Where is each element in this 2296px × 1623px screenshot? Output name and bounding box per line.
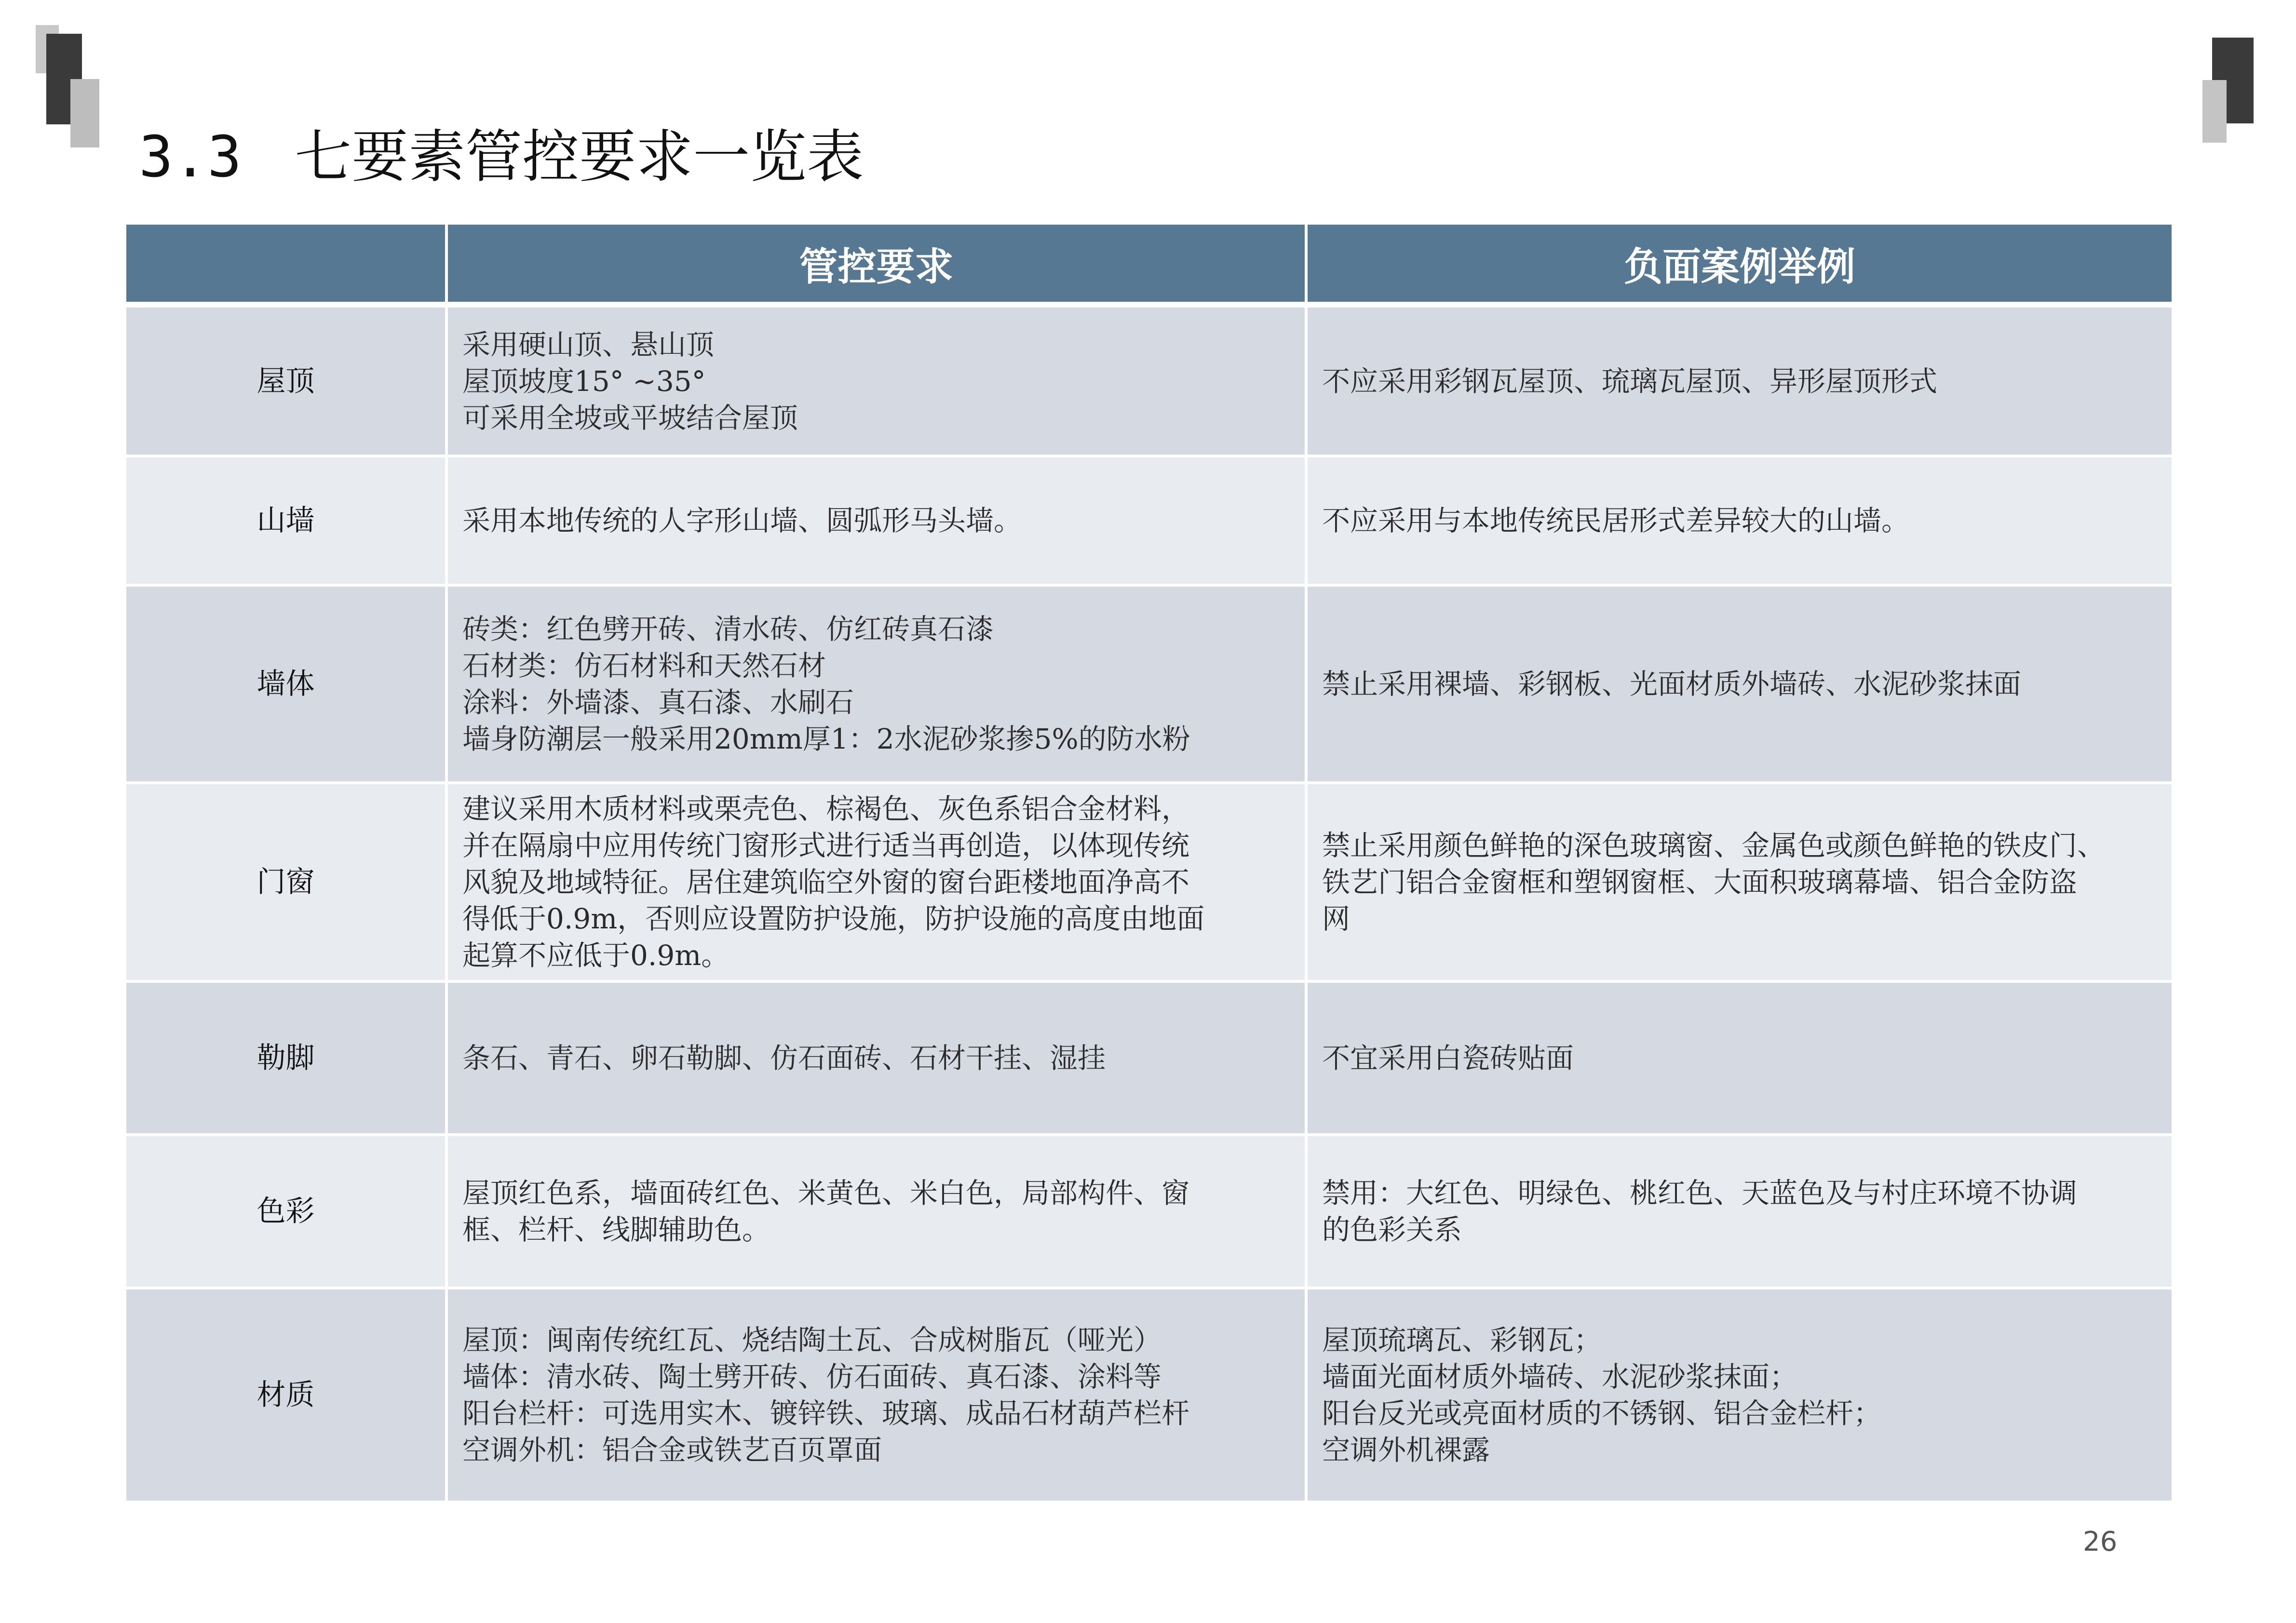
negative-line: 网 bbox=[1322, 902, 1351, 935]
table-row bbox=[126, 1288, 2172, 1502]
requirement-line: 采用硬山顶、悬山顶 bbox=[462, 328, 715, 361]
requirements-cell bbox=[446, 305, 1306, 456]
requirement-line: 并在隔扇中应用传统门窗形式进行适当再创造，以体现传统 bbox=[462, 829, 1190, 862]
requirement-line: 空调外机：铝合金或铁艺百页罩面 bbox=[462, 1434, 882, 1466]
negative-line: 禁止采用颜色鲜艳的深色玻璃窗、金属色或颜色鲜艳的铁皮门、 bbox=[1322, 829, 2106, 862]
corner-decoration-block bbox=[70, 79, 99, 148]
requirement-line: 建议采用木质材料或栗壳色、棕褐色、灰色系铝合金材料， bbox=[462, 792, 1190, 825]
requirement-line: 屋顶红色系，墙面砖红色、米黄色、米白色，局部构件、窗 bbox=[462, 1177, 1190, 1209]
header-cell-requirements: 管控要求 bbox=[446, 225, 1306, 305]
row-label: 色彩 bbox=[126, 1135, 446, 1288]
requirement-line: 墙身防潮层一般采用20mm厚1：2水泥砂浆掺5%的防水粉 bbox=[462, 723, 1190, 755]
row-label: 门窗 bbox=[126, 783, 446, 981]
requirement-line: 阳台栏杆：可选用实木、镀锌铁、玻璃、成品石材葫芦栏杆 bbox=[462, 1397, 1190, 1430]
requirement-line: 起算不应低于0.9m。 bbox=[462, 939, 729, 972]
row-label: 材质 bbox=[126, 1288, 446, 1502]
table-row bbox=[126, 783, 2172, 981]
page-title bbox=[139, 121, 864, 193]
negative-line: 铁艺门铝合金窗框和塑钢窗框、大面积玻璃幕墙、铝合金防盗 bbox=[1322, 866, 2078, 899]
row-label: 勒脚 bbox=[126, 981, 446, 1135]
requirements-cell bbox=[446, 585, 1306, 783]
table-row bbox=[126, 1135, 2172, 1288]
negative-line: 屋顶琉璃瓦、彩钢瓦； bbox=[1322, 1324, 1602, 1356]
negatives-cell bbox=[1306, 305, 2172, 456]
requirement-line: 条石、青石、卵石勒脚、仿石面砖、石材干挂、湿挂 bbox=[462, 1042, 1106, 1074]
negative-line: 阳台反光或亮面材质的不锈钢、铝合金栏杆； bbox=[1322, 1397, 1882, 1430]
negatives-cell bbox=[1306, 585, 2172, 783]
row-label: 屋顶 bbox=[126, 305, 446, 456]
section-number: 3.3 bbox=[139, 123, 242, 190]
negative-line: 禁用：大红色、明绿色、桃红色、天蓝色及与村庄环境不协调 bbox=[1322, 1177, 2078, 1209]
requirement-line: 框、栏杆、线脚辅助色。 bbox=[462, 1213, 770, 1246]
header-cell-element bbox=[126, 225, 446, 305]
requirement-line: 采用本地传统的人字形山墙、圆弧形马头墙。 bbox=[462, 504, 1022, 537]
table-row bbox=[126, 981, 2172, 1135]
requirement-line: 石材类：仿石材料和天然石材 bbox=[462, 649, 826, 682]
table-row bbox=[126, 456, 2172, 585]
negative-line: 不应采用彩钢瓦屋顶、琉璃瓦屋顶、异形屋顶形式 bbox=[1322, 364, 1938, 398]
requirement-line: 墙体：清水砖、陶土劈开砖、仿石面砖、真石漆、涂料等 bbox=[462, 1360, 1162, 1393]
negative-line: 墙面光面材质外墙砖、水泥砂浆抹面； bbox=[1322, 1360, 1798, 1393]
row-label: 山墙 bbox=[126, 456, 446, 585]
requirements-cell bbox=[446, 783, 1306, 981]
row-label: 墙体 bbox=[126, 585, 446, 783]
requirement-line: 得低于0.9m，否则应设置防护设施，防护设施的高度由地面 bbox=[462, 902, 1205, 935]
requirement-line: 砖类：红色劈开砖、清水砖、仿红砖真石漆 bbox=[462, 613, 994, 645]
requirement-line: 可采用全坡或平坡结合屋顶 bbox=[462, 401, 798, 434]
negatives-cell bbox=[1306, 456, 2172, 585]
negative-line: 的色彩关系 bbox=[1322, 1213, 1462, 1246]
requirement-line: 屋顶：闽南传统红瓦、烧结陶土瓦、合成树脂瓦（哑光） bbox=[462, 1324, 1162, 1356]
section-title: 七要素管控要求一览表 bbox=[295, 123, 864, 190]
requirements-cell bbox=[446, 1135, 1306, 1288]
table-header-row bbox=[126, 225, 2172, 305]
requirements-cell bbox=[446, 981, 1306, 1135]
negative-line: 禁止采用裸墙、彩钢板、光面材质外墙砖、水泥砂浆抹面 bbox=[1322, 668, 2022, 700]
negatives-cell bbox=[1306, 1288, 2172, 1502]
negatives-cell bbox=[1306, 1135, 2172, 1288]
page-number: 26 bbox=[2083, 1526, 2118, 1557]
table-row bbox=[126, 305, 2172, 456]
negatives-cell bbox=[1306, 783, 2172, 981]
negative-line: 不宜采用白瓷砖贴面 bbox=[1322, 1042, 1574, 1074]
corner-decoration-block bbox=[2202, 80, 2227, 143]
requirement-line: 屋顶坡度15° ~35° bbox=[462, 364, 706, 398]
requirements-cell bbox=[446, 456, 1306, 585]
requirements-cell bbox=[446, 1288, 1306, 1502]
negative-line: 不应采用与本地传统民居形式差异较大的山墙。 bbox=[1322, 504, 1910, 537]
requirement-line: 涂料：外墙漆、真石漆、水刷石 bbox=[462, 686, 854, 719]
requirement-line: 风貌及地域特征。居住建筑临空外窗的窗台距楼地面净高不 bbox=[462, 866, 1190, 899]
control-requirements-table bbox=[126, 225, 2172, 1503]
header-cell-negatives: 负面案例举例 bbox=[1306, 225, 2172, 305]
table-row bbox=[126, 585, 2172, 783]
negatives-cell bbox=[1306, 981, 2172, 1135]
negative-line: 空调外机裸露 bbox=[1322, 1434, 1490, 1466]
